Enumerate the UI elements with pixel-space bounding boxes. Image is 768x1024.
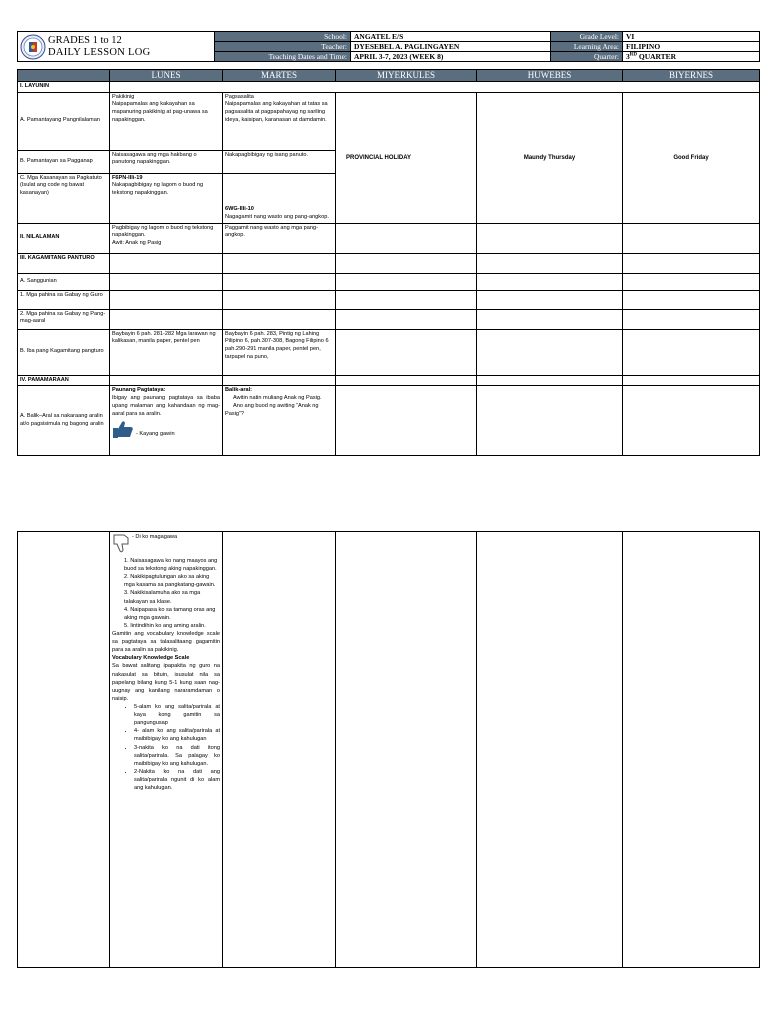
label-grade: Grade Level: xyxy=(551,32,623,42)
cell-blank xyxy=(477,273,623,290)
martes-balik-line1: Awitin natin muliang Anak ng Pasig. xyxy=(233,395,322,402)
cell-blank xyxy=(223,273,336,290)
self-assessment-item: 5. Iintindihin ko ang aming aralin. xyxy=(124,622,206,629)
biyernes-nilalaman xyxy=(623,223,760,253)
biyernes-continued xyxy=(623,532,760,968)
lunes-balik-aral xyxy=(110,386,223,456)
cell-blank xyxy=(623,273,760,290)
cell-blank xyxy=(623,386,760,456)
day-header-miyerkules: MIYERKULES xyxy=(336,70,477,82)
header-title-line1: GRADES 1 to 12 xyxy=(48,34,122,46)
cell-blank xyxy=(336,309,477,329)
cell-blank xyxy=(336,375,477,386)
martes-nilalaman: Paggamit nang wasto ang mga pang-angkop. xyxy=(223,223,336,253)
miyerkules-holiday: PROVINCIAL HOLIDAY xyxy=(336,92,477,223)
martes-balik-title: Balik-aral: xyxy=(225,387,253,394)
cell-blank xyxy=(336,386,477,456)
lunes-iba-pang: Baybayin 6 pah. 281-282 Mga larawan ng kalikasan, manila paper, pentel pen xyxy=(110,329,223,375)
row-label-kasanayan: C. Mga Kasanayan sa Pagkatuto (Isulat ang code ng bawat kasanayan) xyxy=(18,173,110,223)
header-block xyxy=(17,31,759,60)
cell-blank xyxy=(623,329,760,375)
value-dates: APRIL 3-7, 2023 (WEEK 8) xyxy=(351,52,551,62)
lesson-table xyxy=(17,69,759,456)
lunes-nilalaman xyxy=(110,223,223,253)
martes-continued xyxy=(223,532,336,968)
lunes-pang-title: Pakikinig xyxy=(112,93,135,100)
huwebes-continued xyxy=(477,532,623,968)
continuation-table xyxy=(17,531,759,968)
value-area: FILIPINO xyxy=(623,42,760,52)
value-school: ANGATEL E/S xyxy=(351,32,551,42)
header-title-cell xyxy=(18,32,215,62)
cell-blank xyxy=(223,309,336,329)
cell-blank xyxy=(336,329,477,375)
label-quarter: Quarter: xyxy=(551,52,623,62)
cell-blank xyxy=(223,253,336,273)
cell-blank xyxy=(110,290,223,309)
martes-code: 6WG-IIIi-10 xyxy=(225,206,254,213)
cell-blank xyxy=(336,290,477,309)
lunes-kasanayan xyxy=(110,173,223,223)
vks-scale-item: • 3-nakita ko na dati itong salita/parirala. Sa palagay ko maibibigay ko ang kahulugan. xyxy=(134,744,220,768)
cell-blank xyxy=(477,386,623,456)
row-label-iba-pang-kagamitan: B. Iba pang Kagamitang pangturo xyxy=(18,329,110,375)
cell-blank xyxy=(477,309,623,329)
thumbs-down-icon xyxy=(112,533,130,553)
lunes-paunang-text: Ibigay ang paunang pagtataya sa ibaba upang malaman ang kahandaan ng mag-aaral para sa aralin. xyxy=(112,395,220,417)
row-label-pamantayan-pagganap: B. Pamantayan sa Pagganap xyxy=(18,150,110,173)
lunes-pangnilalaman xyxy=(110,92,223,150)
day-header-martes: MARTES xyxy=(223,70,336,82)
lunes-nilalaman-text: Pagbibigay ng lagom o buod ng tekstong napakinggan. xyxy=(112,224,214,239)
cell-blank xyxy=(223,375,336,386)
lunes-awit: Awit: Anak ng Pasig xyxy=(112,240,162,247)
row-label-gabay-mag-aaral: 2. Mga pahina sa Gabay ng Pang-mag-aaral xyxy=(18,309,110,329)
thumbs-down-label: - Di ko magagawa xyxy=(132,534,178,540)
header-title-line2: DAILY LESSON LOG xyxy=(48,46,151,58)
quarter-rest: QUARTER xyxy=(636,52,677,61)
row-label-pamamaraan: IV. PAMAMARAAN xyxy=(18,375,110,386)
deped-seal-icon xyxy=(20,34,46,60)
label-dates: Teaching Dates and Time: xyxy=(215,52,351,62)
lunes-paunang-title: Paunang Pagtataya: xyxy=(112,387,166,394)
quarter-suffix: RD xyxy=(629,52,637,58)
row-label-sanggunian: A. Sanggunian xyxy=(18,273,110,290)
label-teacher: Teacher: xyxy=(215,42,351,52)
lunes-kasanayan-text: Nakapagbibigay ng lagom o buod ng tekstong napakinggan. xyxy=(112,182,204,197)
martes-kasanayan-text: Nagagamit nang wasto ang pang-angkop. xyxy=(225,214,329,220)
martes-pang-text: Naipapamalas ang kakayahan at tatas sa pagsasalita at pagpapahayag ng sariling ideya, kaisipan, karanasan at damdamin. xyxy=(225,101,328,123)
thumbs-up-icon xyxy=(112,420,134,438)
row-label-pamantayang-pangnilalaman: A. Pamantayang Pangnilalaman xyxy=(18,92,110,150)
martes-pang-title: Pagsasalita xyxy=(225,93,254,100)
cell-blank xyxy=(336,273,477,290)
martes-balik-aral xyxy=(223,386,336,456)
day-header-lunes: LUNES xyxy=(110,70,223,82)
huwebes-holiday: Maundy Thursday xyxy=(477,92,623,223)
cell-blank xyxy=(623,253,760,273)
corner-cell xyxy=(18,70,110,82)
lunes-code: F6PN-IIIi-19 xyxy=(112,174,143,181)
cell-blank xyxy=(336,253,477,273)
self-assessment-item: 2. Nakikipagtulungan ako sa aking mga kasama sa pangkatang-gawain. xyxy=(124,574,216,589)
cell-blank xyxy=(623,290,760,309)
vks-scale-item: • 5-alam ko ang salita/parirala at kaya kong gamitin sa pangungusap xyxy=(134,703,220,727)
lunes-pagganap: Naisasagawa ang mga hakbang o panutong napakinggan. xyxy=(110,150,223,173)
value-teacher: DYESEBEL A. PAGLINGAYEN xyxy=(351,42,551,52)
vks-scale-list xyxy=(112,703,220,792)
huwebes-nilalaman xyxy=(477,223,623,253)
day-header-biyernes: BIYERNES xyxy=(623,70,760,82)
cell-blank xyxy=(110,309,223,329)
self-assessment-item: 3. Nakikisalamuha ako sa mga talakayan sa klase. xyxy=(124,590,201,605)
cell-blank xyxy=(623,375,760,386)
cell-blank xyxy=(477,253,623,273)
cell-blank xyxy=(477,290,623,309)
row-label-balik-aral: A. Balik–Aral sa nakaraang aralin at/o pagsisimula ng bagong aralin xyxy=(18,386,110,456)
day-header-huwebes: HUWEBES xyxy=(477,70,623,82)
vks-title: Vocabulary Knowledge Scale xyxy=(112,655,190,662)
cell-blank xyxy=(477,329,623,375)
row-label-nilalaman: II. NILALAMAN xyxy=(18,223,110,253)
martes-kasanayan xyxy=(223,173,336,223)
vks-scale-item: • 2-Nakita ko na dati ang salita/parirala ngunit di ko alam ang kahulugan. xyxy=(134,768,220,792)
value-quarter xyxy=(623,52,760,62)
cell-blank xyxy=(223,290,336,309)
biyernes-holiday: Good Friday xyxy=(623,92,760,223)
row-label-kagamitan: III. KAGAMITANG PANTURO xyxy=(18,253,110,273)
lunes-balik-aral-continued xyxy=(110,532,223,968)
martes-pangnilalaman xyxy=(223,92,336,150)
self-assessment-item: 4. Naipapasa ko sa tamang oras ang aking mga gawain. xyxy=(124,606,216,621)
lunes-pang-text: Naipapamalas ang kakayahan sa mapanuring pakikinig at pag-unawa sa napakinggan. xyxy=(112,101,208,123)
cell-blank xyxy=(110,253,223,273)
thumbs-up-label: - Kayang gawin xyxy=(136,430,175,437)
cell-blank xyxy=(623,309,760,329)
row-label-layunin: I. LAYUNIN xyxy=(18,82,110,93)
vks-scale-item: • 4- alam ko ang salita/parirala at maibibigay ko ang kahulugan xyxy=(134,727,220,743)
self-assessment-item: 1. Naisasagawa ko nang maayos ang buod sa tekstong aking napakinggan. xyxy=(124,558,218,573)
miyerkules-continued xyxy=(336,532,477,968)
vks-text: Sa bawat salitang ipapakita ng guro na nakasulat sa bituin, isusulat nila sa papelang bilang kung 5-1 kung saan nag-uugnay ang kanilang nararamdaman o naisip. xyxy=(112,663,220,702)
row-label-gabay-guro: 1. Mga pahina sa Gabay ng Guro xyxy=(18,290,110,309)
label-school: School: xyxy=(215,32,351,42)
martes-iba-pang: Baybayin 6 pah. 283, Pintig ng Lahing Pilipino 6, pah.307-308, Bagong Filipino 6 pah.290-291 manila paper, pentel pen, tarpapel na puno, xyxy=(223,329,336,375)
cell-blank xyxy=(110,375,223,386)
miyerkules-nilalaman xyxy=(336,223,477,253)
martes-pagganap: Nakapagbibigay ng isang panuto. xyxy=(223,150,336,173)
continuation-label-cell xyxy=(18,532,110,968)
row-layunin-span xyxy=(110,82,760,93)
cell-blank xyxy=(477,375,623,386)
value-grade: VI xyxy=(623,32,760,42)
cell-blank xyxy=(110,273,223,290)
martes-balik-line2: Ano ang buod ng awiting “Anak ng Pasig”? xyxy=(225,402,319,417)
label-area: Learning Area: xyxy=(551,42,623,52)
quarter-number: 3 xyxy=(626,52,630,61)
gamitin-text: Gamitin ang vocabulary knowledge scale sa pagtataya sa talasalitaang gagamitin para sa aralin sa pakikinig. xyxy=(112,630,220,654)
